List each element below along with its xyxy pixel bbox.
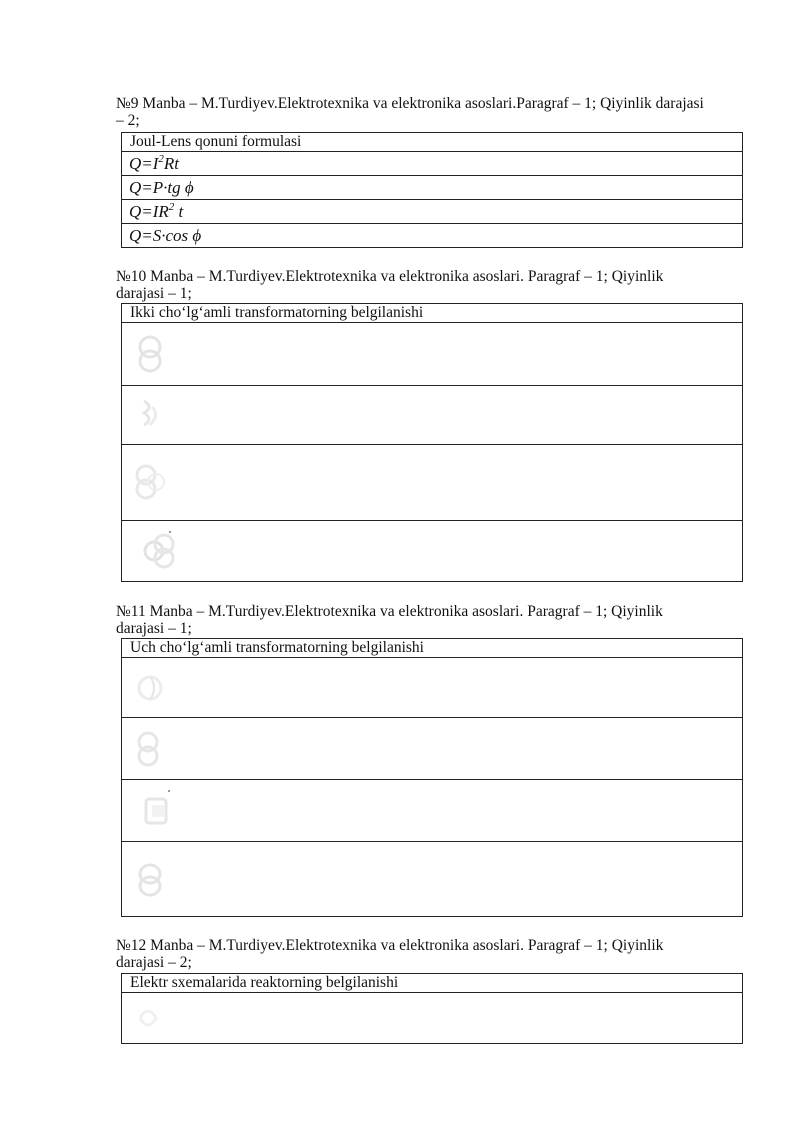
question-9-table xyxy=(121,132,743,248)
formula-text: Rt xyxy=(163,154,180,173)
answer-option-c[interactable] xyxy=(122,779,742,841)
question-prompt: Joul-Lens qonuni formulasi xyxy=(130,133,302,150)
square-symbol-icon xyxy=(138,789,178,833)
question-prompt: Elektr sxemalarida reaktorning belgilanishi xyxy=(130,974,399,991)
question-header-line: №10 Manba – M.Turdiyev.Elektrotexnika va elektronika asoslari. Paragraf – 1; Qiyinlik xyxy=(116,268,664,285)
question-9-header xyxy=(116,95,746,129)
question-prompt: Ikki cho‘lg‘amli transformatorning belgilanishi xyxy=(130,304,424,321)
question-header-line: №12 Manba – M.Turdiyev.Elektrotexnika va elektronika asoslari. Paragraf – 1; Qiyinlik xyxy=(116,937,664,954)
formula-text: Q=I xyxy=(129,154,159,173)
question-header-line: darajasi – 1; xyxy=(116,285,192,302)
answer-option-d[interactable] xyxy=(122,223,742,247)
double-circle-symbol-icon xyxy=(130,332,170,376)
formula-text: Q=S·cos ϕ xyxy=(129,226,202,245)
question-11-table xyxy=(121,638,743,917)
reactor-symbol-icon xyxy=(130,996,170,1040)
answer-option-c[interactable] xyxy=(122,444,742,520)
answer-option-b[interactable] xyxy=(122,175,742,199)
question-12-table xyxy=(121,973,743,1044)
double-circle-symbol-alt-icon xyxy=(130,857,170,901)
double-circle-symbol-icon xyxy=(130,727,170,771)
formula-text: t xyxy=(174,202,184,221)
triple-circle-symbol-icon xyxy=(130,461,170,505)
formula-text: Q=P·tg ϕ xyxy=(129,178,194,197)
question-11-header xyxy=(116,603,746,637)
formula-exponent: 2 xyxy=(158,153,164,165)
question-header-line: darajasi – 1; xyxy=(116,620,192,637)
answer-option-a[interactable] xyxy=(122,151,742,175)
question-header-line: №11 Manba – M.Turdiyev.Elektrotexnika va elektronika asoslari. Paragraf – 1; Qiyinlik xyxy=(116,603,663,620)
coil-symbol-icon xyxy=(130,393,170,437)
answer-option-a[interactable] xyxy=(122,322,742,385)
answer-option-c[interactable] xyxy=(122,199,742,223)
question-header-line: – 2; xyxy=(116,112,140,129)
coil-symbol-icon xyxy=(130,666,170,710)
answer-option-d[interactable] xyxy=(122,841,742,916)
question-10-table xyxy=(121,303,743,582)
question-10-header xyxy=(116,268,746,302)
question-prompt: Uch cho‘lg‘amli transformatorning belgilanishi xyxy=(130,639,424,656)
answer-option-b[interactable] xyxy=(122,717,742,779)
triple-circle-symbol-alt-icon xyxy=(140,529,180,573)
formula-exponent: 2 xyxy=(168,201,175,213)
answer-option-d[interactable] xyxy=(122,520,742,581)
answer-option-a[interactable] xyxy=(122,992,742,1043)
question-header-line: darajasi – 2; xyxy=(116,954,192,971)
answer-option-a[interactable] xyxy=(122,657,742,717)
question-12-header xyxy=(116,937,746,971)
formula-text: Q=IR xyxy=(129,202,169,221)
question-header-line: №9 Manba – M.Turdiyev.Elektrotexnika va elektronika asoslari.Paragraf – 1; Qiyinlik darajasi xyxy=(116,95,704,112)
answer-option-b[interactable] xyxy=(122,385,742,444)
